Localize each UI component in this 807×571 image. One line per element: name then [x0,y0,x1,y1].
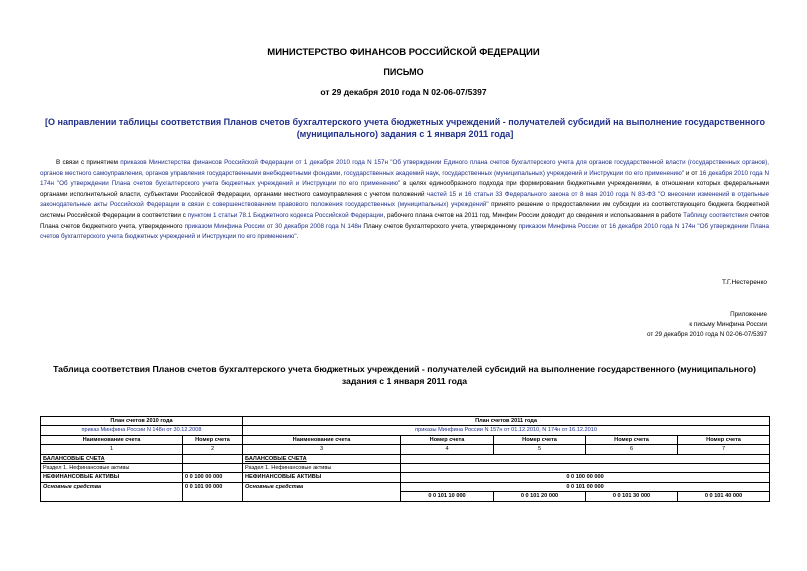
fixed-assets-new: Основные средства [243,482,401,491]
header-plan-2011: План счетов 2011 года [243,417,770,426]
link-orders-157n[interactable]: приказов Министерства финансов Российской Федерации от 1 декабря 2010 года N 157н "Об утверждении Единого плана счетов бухгалтерского учета для органов государственной власти (государственных органов), органов местного самоуправления, органов управления государственными внебюджетными фондами, государственных академий наук, государственных (муниципальных) учреждений и Инструкции по его применению" [40,159,769,177]
appendix-label: Приложение [730,311,767,318]
link-order-174n[interactable]: 16 декабря 2010 года N 174н "Об утверждении Плана счетов бухгалтерского учета бюджетных учреждений и Инструкции по его применению" [40,169,769,188]
appendix-ref: к письму Минфина России [689,321,767,328]
table-row [41,473,770,482]
column-index: 5 [494,445,586,454]
balance-accounts-new: БАЛАНСОВЫЕ СЧЕТА [243,454,401,463]
column-header: Номер счета [586,435,678,444]
account-number: 0 0 101 10 000 [401,492,494,501]
table-row [41,492,770,501]
signature: Т.Г.Нестеренко [721,279,767,286]
ministry-name: МИНИСТЕРСТВО ФИНАНСОВ РОССИЙСКОЙ ФЕДЕРАЦИИ [267,47,540,58]
account-number: 0 0 101 30 000 [586,492,678,501]
fixed-assets-old: Основные средства [41,482,183,491]
section-1-old: Раздел 1. Нефинансовые активы [41,464,183,473]
link-orders-2011[interactable]: приказы Минфина России N 157н от 01.12.2010, N 174н от 16.12.2010 [415,427,597,434]
column-header: Наименование счета [41,435,183,444]
table-row [41,426,770,435]
body-text: Плану счетов бухгалтерского учета, утвержденному [361,222,519,230]
account-number: 0 0 100 00 000 [183,473,243,482]
letter-body [40,158,769,243]
account-number: 0 0 101 00 000 [183,482,243,491]
header-plan-2010: План счетов 2010 года [41,417,243,426]
body-text: в целях единообразного подхода при формировании бюджетными учреждениями, в отношении которых федеральными органами исполнительной власти, субъектами Российской Федерации, органами местного самоуправления с учетом положений [40,180,769,198]
body-text: принято решение о предоставлении им субсидии из соответствующего бюджета бюджетной системы Российской Федерации в соответствии с [40,201,769,219]
body-text: В связи с принятием [56,159,121,166]
appendix-date: от 29 декабря 2010 года N 02-06-07/5397 [647,331,767,338]
column-index: 6 [586,445,678,454]
link-order-148n[interactable]: приказом Минфина России от 30 декабря 2008 года N 148н [184,222,362,230]
body-text: счетов Плана счетов бюджетного учета, утвержденного [40,211,770,230]
link-correspondence-table[interactable]: Таблицу соответствия [683,211,748,219]
body-text: , рабочего плана счетов на 2011 год, Минфин России доводит до сведения и использования в работе [383,211,684,219]
column-index: 7 [678,445,770,454]
column-index: 1 [41,445,183,454]
document-date-number: от 29 декабря 2010 года N 02-06-07/5397 [320,87,487,97]
nonfinancial-assets-new: НЕФИНАНСОВЫЕ АКТИВЫ [243,473,401,482]
section-1-new: Раздел 1. Нефинансовые активы [243,464,401,473]
link-budget-code[interactable]: пунктом 1 статьи 78.1 Бюджетного кодекса Российской Федерации [187,211,384,219]
column-index: 4 [401,445,494,454]
account-number: 0 0 101 40 000 [678,492,770,501]
column-header: Номер счета [678,435,770,444]
table-row [41,417,770,426]
table-row [41,445,770,454]
column-header: Номер счета [401,435,494,444]
account-number: 0 0 101 00 000 [401,482,770,491]
link-order-174n-plan[interactable]: приказом Минфина России от 16 декабря 2010 года N 174н "Об утверждении Плана счетов бухгалтерского учета бюджетных учреждений и Инструкции по его применению" [40,222,769,241]
balance-accounts-old: БАЛАНСОВЫЕ СЧЕТА [41,454,183,463]
account-number: 0 0 101 20 000 [494,492,586,501]
table-row [41,464,770,473]
nonfinancial-assets-old: НЕФИНАНСОВЫЕ АКТИВЫ [41,473,183,482]
table-row [41,482,770,491]
link-order-2010[interactable]: приказ Минфина России N 148н от 30.12.2008 [81,427,202,434]
account-number: 0 0 100 00 000 [401,473,770,482]
column-header: Номер счета [494,435,586,444]
column-header: Наименование счета [243,435,401,444]
table-title: Таблица соответствия Планов счетов бухгалтерского учета бюджетных учреждений - получателей субсидий на выполнение государственного (муниципального) задания с 1 января 2011 года [53,364,756,386]
column-index: 2 [183,445,243,454]
table-row [41,454,770,463]
document-subject: [О направлении таблицы соответствия Планов счетов бухгалтерского учета бюджетных учреждений - получателей субсидий на выполнение государственного (муниципального) задания с 1 января 2011 года] [45,117,765,139]
correspondence-table [40,416,770,502]
column-index: 3 [243,445,401,454]
document-type: ПИСЬМО [383,67,424,77]
table-row [41,435,770,444]
body-text: . [296,233,299,241]
column-header: Номер счета [183,435,243,444]
appendix-note [647,310,767,340]
body-text: и от [684,169,700,177]
link-federal-law-83fz[interactable]: частей 15 и 16 статьи 33 Федерального закона от 8 мая 2010 года N 83-ФЗ "О внесении изменений в отдельные законодательные акты Российской Федерации в связи с совершенствованием правового положения государственных (муниципальных) учреждений" [40,190,769,209]
